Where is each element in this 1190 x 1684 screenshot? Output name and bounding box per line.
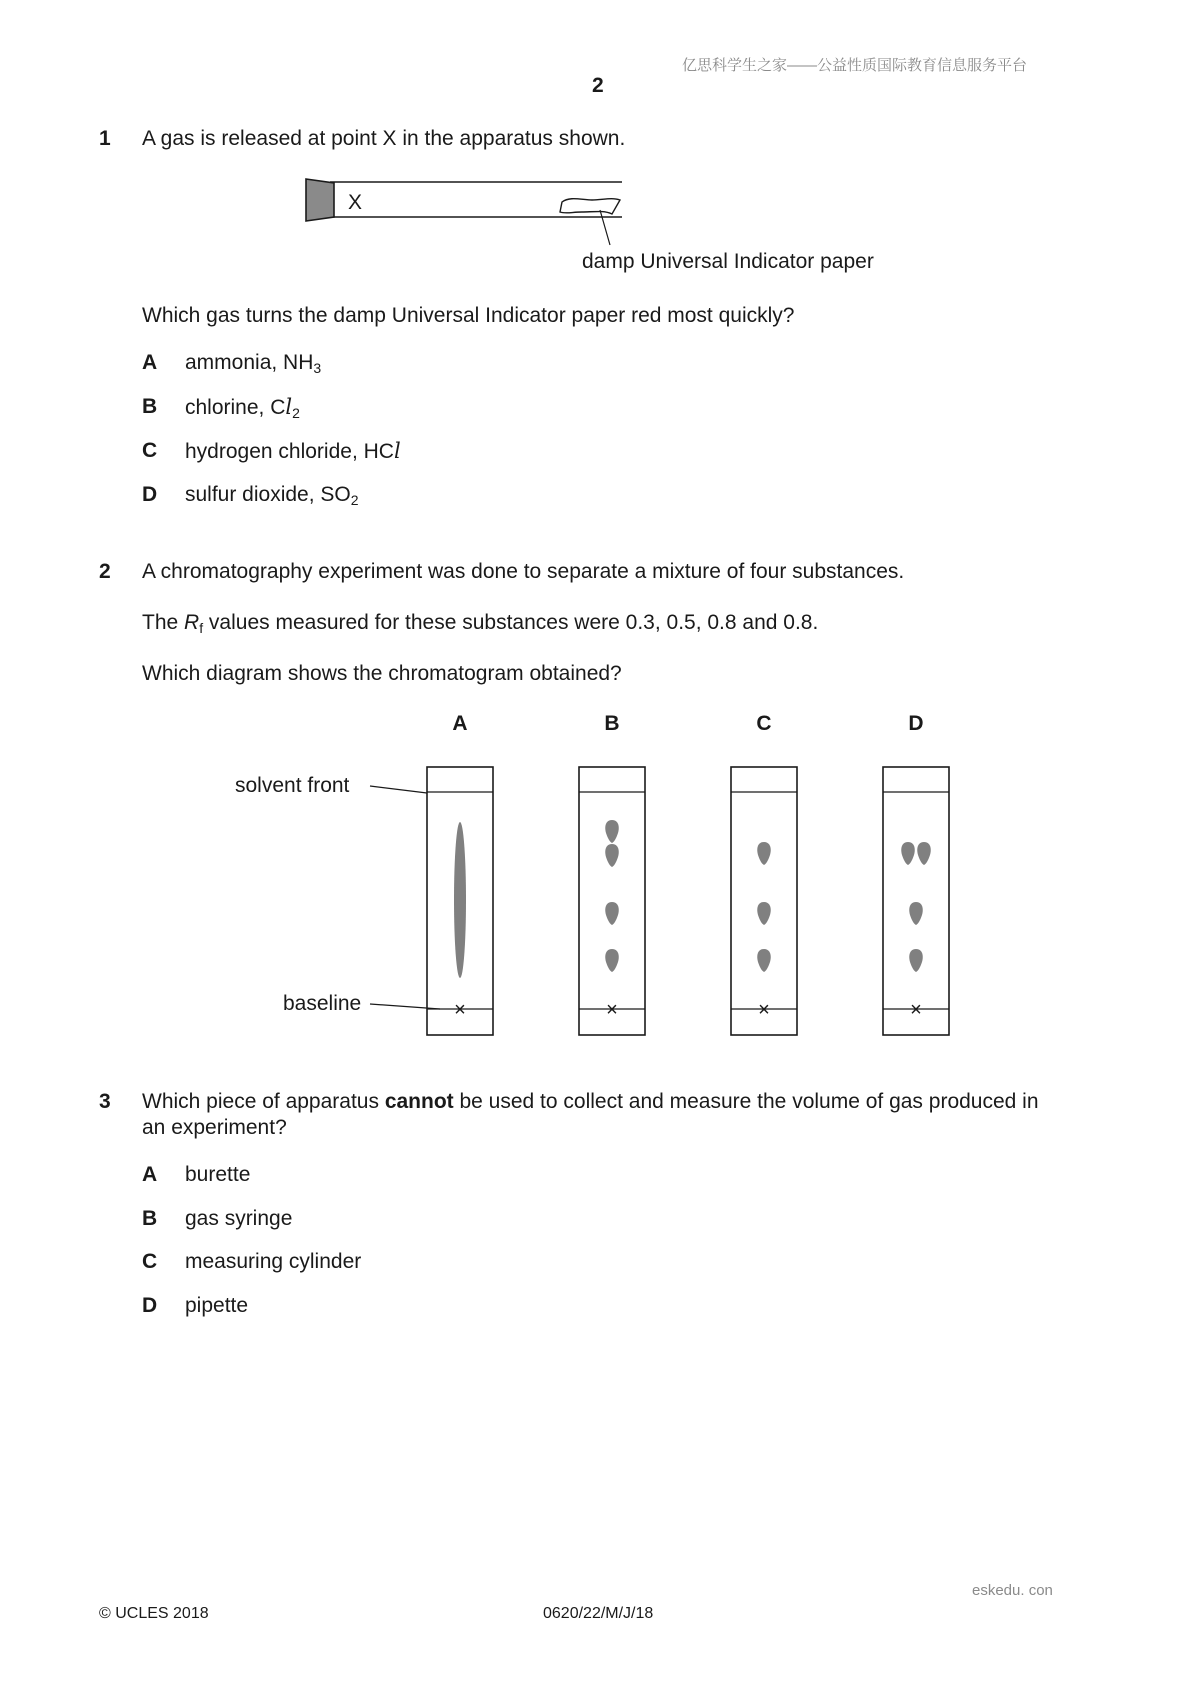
- indicator-paper: [560, 199, 620, 214]
- q1-option-b-sub: 2: [292, 405, 300, 421]
- q1-option-a-letter: A: [142, 351, 158, 374]
- spot-b-4: [605, 949, 619, 972]
- q3-stem-post: be used to collect and measure the volume of gas produced in: [453, 1090, 1039, 1113]
- q1-option-d-letter: D: [142, 483, 158, 506]
- q2-rf-sub: f: [199, 620, 204, 636]
- q3-option-c-letter: C: [142, 1250, 158, 1273]
- chromatogram-diagram: [230, 705, 990, 1045]
- q3-option-d-text: pipette: [185, 1294, 249, 1317]
- spot-d-1: [901, 842, 915, 865]
- q1-option-c-letter: C: [142, 439, 158, 462]
- spot-d-2: [917, 842, 931, 865]
- spot-b-2: [605, 844, 619, 867]
- spot-b-3: [605, 902, 619, 925]
- paper-b: [579, 767, 645, 1035]
- chromatogram-d: [883, 767, 949, 1035]
- baseline-mark-d: ×: [910, 999, 922, 1021]
- page-number: 2: [592, 74, 604, 97]
- q3-option-d-letter: D: [142, 1294, 158, 1317]
- q1-option-b-ell: l: [285, 395, 293, 419]
- solvent-front-label: solvent front: [235, 774, 350, 797]
- q1-option-a: [185, 351, 321, 375]
- q3-option-c-text: measuring cylinder: [185, 1250, 362, 1273]
- footer-copyright: © UCLES 2018: [99, 1605, 209, 1622]
- q1-option-d: [185, 483, 359, 507]
- q2-rf-post: values measured for these substances were 0.3, 0.5, 0.8 and 0.8.: [203, 611, 819, 634]
- diagram-label-d: D: [908, 712, 924, 735]
- q1-number: 1: [99, 127, 111, 150]
- paper-leader-line: [600, 210, 610, 245]
- baseline-label: baseline: [283, 992, 362, 1015]
- q3-option-a-text: burette: [185, 1163, 251, 1186]
- spot-c-1: [757, 842, 771, 865]
- chromatogram-c: [731, 767, 797, 1035]
- baseline-mark-c: ×: [758, 999, 770, 1021]
- q2-rf-symbol: R: [184, 611, 200, 634]
- baseline-mark-a: ×: [454, 999, 466, 1021]
- header-watermark: 亿思科学生之家——公益性质国际教育信息服务平台: [682, 57, 1028, 74]
- baseline-leader: [370, 1004, 440, 1009]
- footer-code: 0620/22/M/J/18: [543, 1605, 654, 1622]
- q1-option-d-sub: 2: [350, 492, 359, 508]
- q2-rf-pre: The: [142, 611, 185, 634]
- streak-spot-a: [454, 822, 466, 978]
- spot-c-3: [757, 949, 771, 972]
- q3-option-b-letter: B: [142, 1207, 158, 1230]
- q1-apparatus-diagram: [300, 170, 900, 275]
- q1-option-b: [185, 395, 300, 420]
- q1-option-d-text: sulfur dioxide, SO: [185, 483, 351, 506]
- footer-site: eskedu. con: [972, 1582, 1053, 1599]
- q1-option-b-letter: B: [142, 395, 158, 418]
- diagram-label-c: C: [756, 712, 772, 735]
- diagram-label-b: B: [604, 712, 620, 735]
- q1-option-c: [185, 439, 401, 464]
- q1-option-b-text: chlorine, C: [185, 396, 286, 419]
- q2-number: 2: [99, 560, 111, 583]
- q3-option-b-text: gas syringe: [185, 1207, 293, 1230]
- q3-stem-bold: cannot: [384, 1090, 454, 1113]
- q3-stem-pre: Which piece of apparatus: [142, 1090, 385, 1113]
- paper-d: [883, 767, 949, 1035]
- q3-option-a-letter: A: [142, 1163, 158, 1186]
- chromatogram-a: [427, 767, 493, 1035]
- q3-number: 3: [99, 1090, 111, 1113]
- q3-stem-line1: [142, 1090, 1039, 1114]
- q1-option-c-text: hydrogen chloride, HC: [185, 440, 394, 463]
- spot-d-4: [909, 949, 923, 972]
- q1-question: Which gas turns the damp Universal Indicator paper red most quickly?: [142, 304, 795, 327]
- spot-b-1: [605, 820, 619, 843]
- q1-option-a-text: ammonia, NH: [185, 351, 314, 374]
- baseline-mark-b: ×: [606, 999, 618, 1021]
- solvent-front-leader: [370, 786, 427, 793]
- q1-option-c-ell: l: [393, 439, 401, 463]
- spot-c-2: [757, 902, 771, 925]
- chromatogram-b: [579, 767, 645, 1035]
- q2-rf-line: [142, 611, 818, 635]
- spot-d-3: [909, 902, 923, 925]
- q2-stem: A chromatography experiment was done to separate a mixture of four substances.: [142, 560, 905, 583]
- q1-stem: A gas is released at point X in the apparatus shown.: [142, 127, 626, 150]
- stopper: [306, 179, 334, 221]
- diagram-label-a: A: [452, 712, 468, 735]
- paper-c: [731, 767, 797, 1035]
- q3-stem-line2: an experiment?: [142, 1116, 287, 1139]
- paper-label: damp Universal Indicator paper: [582, 250, 874, 273]
- q1-option-a-sub: 3: [313, 360, 322, 376]
- q2-question: Which diagram shows the chromatogram obtained?: [142, 662, 622, 685]
- point-x-label: X: [348, 191, 363, 214]
